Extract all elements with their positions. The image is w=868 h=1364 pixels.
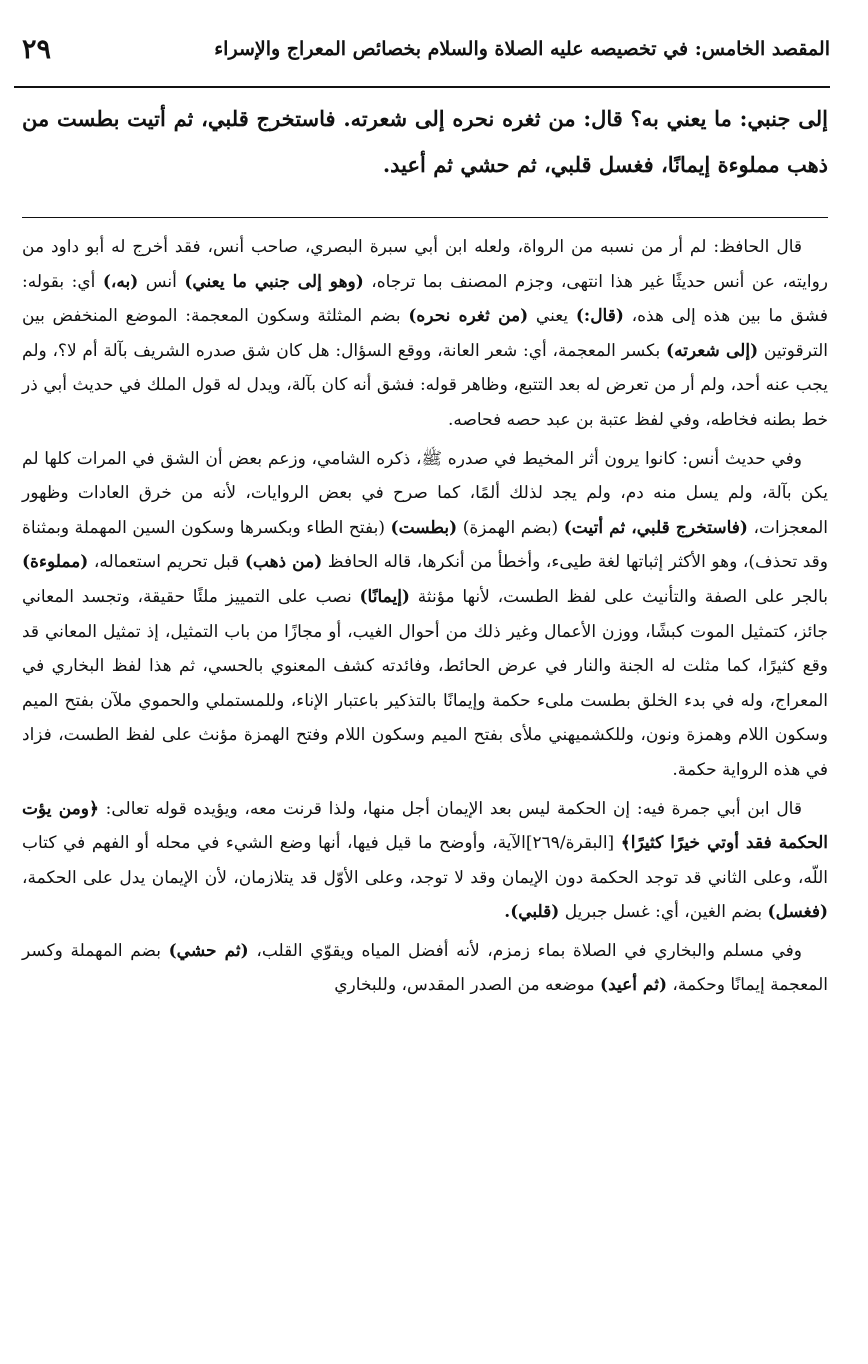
- commentary-text: [البقرة/٢٦٩]الآية، وأوضح ما قيل فيها، أنها وضع الشيء في محله أو الفهم في كتاب اللّه، وعلى الثاني قد توجد الحكمة دون الإيمان وقد لا توجد، وعلى الأوّل قد يتلازمان، لأن الإيمان يدل على الحكمة،: [22, 833, 828, 888]
- commentary-text: بالجر على الصفة والتأنيث على لفظ الطست، لأنها مؤنثة: [409, 586, 828, 607]
- commentary-text: نصب على التمييز ملئًا حقيقة، وتجسد المعاني جائز، كتمثيل الموت كبشًا، ووزن الأعمال وغير ذلك من أحوال الغيب، أو مجازًا من باب التمثيل، إذ تمثيل المعاني قد وقع كثيرًا، كما مثلت له الجنة والنار في عرض الحائط، وفائدته كشف المعنوي بالحسي، ثم هذا لفظ البخاري في المعراج، وله في بدء الخلق بطست ملىء حكمة وإيمانًا بالتذكير باعتبار الإناء، وللمستملي والحموي ملآن بفتح الميم وسكون اللام وهمزة ونون، وللكشميهني ملأى بفتح الميم وسكون اللام وفتح الهمزة مؤنث على لفظ الطست، فزاد في هذه الرواية حكمة.: [22, 586, 828, 780]
- main-text-block: [22, 96, 828, 188]
- commentary-paragraph: [22, 934, 828, 1003]
- commentary-text: يعني: [528, 306, 576, 327]
- bold-quote: (قال:): [575, 306, 624, 327]
- bold-quote: (به،): [102, 271, 139, 292]
- commentary-block: [22, 230, 828, 1007]
- bold-quote: (ثم أعيد): [600, 975, 668, 996]
- commentary-text: قبل تحريم استعماله،: [88, 552, 245, 573]
- commentary-separator: [22, 217, 828, 218]
- bold-quote: (وهو إلى جنبي ما يعني): [184, 271, 364, 292]
- commentary-text: (بفتح الطاء وبكسرها وسكون السين المهملة وبمثناة وقد تحذف)، وهو الأكثر إثباتها لغة طيىء، وأخطأ من أنكرها، قاله الحافظ: [22, 517, 829, 573]
- bold-quote: (فاستخرج قلبي، ثم أتيت): [563, 517, 748, 538]
- commentary-text: بضم المثلثة وسكون المعجمة: الموضع المنخفض بين الترقوتين: [22, 306, 828, 361]
- bold-quote: (مملوءة): [22, 552, 89, 573]
- commentary-text: موضعه من الصدر المقدس، وللبخاري: [334, 975, 601, 996]
- commentary-text: بكسر المعجمة، أي: شعر العانة، ووقع السؤال: هل كان شق صدره الشريف بآلة أم لا؟، ولم يجب عنه أحد، ولم أر من تعرض له بعد التتبع، وظاهر قوله: فشق أنه كان بآلة، ويدل له قول الملك في حديث أبي ذر خط بطنه فخاطه، وفي لفظ عتبة بن عبد حصه فحاصه.: [22, 340, 828, 430]
- bold-quote: (إيمانًا): [359, 586, 410, 607]
- bold-quote: (قلبي).: [504, 902, 560, 923]
- commentary-text: بضم الغين، أي: غسل جبريل: [559, 902, 768, 923]
- commentary-text: أنس: [138, 271, 185, 292]
- commentary-text: بضم المهملة وكسر المعجمة إيمانًا وحكمة،: [22, 940, 828, 996]
- bold-quote: (بطست): [390, 517, 458, 538]
- bold-quote: (إلى شعرته): [666, 340, 759, 361]
- header-rule: [14, 86, 830, 88]
- page-header: [14, 34, 830, 78]
- bold-quote: (فغسل): [767, 902, 828, 923]
- commentary-paragraph: [22, 442, 828, 788]
- main-text: إلى جنبي: ما يعني به؟ قال: من ثغره نحره إلى شعرته. فاستخرج قلبي، ثم أتيت بطست من ذهب مملوءة إيمانًا، فغسل قلبي، ثم حشي ثم أعيد.: [22, 106, 828, 177]
- commentary-paragraph: [22, 792, 828, 930]
- commentary-text: (بضم الهمزة): [457, 517, 564, 538]
- commentary-text: قال ابن أبي جمرة فيه: إن الحكمة ليس بعد الإيمان أجل منها، ولذا قرنت معه، ويؤيده قوله تعالى:: [98, 798, 802, 819]
- commentary-text: وفي مسلم والبخاري في الصلاة بماء زمزم، لأنه أفضل المياه ويقوّي القلب،: [248, 940, 802, 961]
- commentary-paragraph: [22, 230, 828, 438]
- bold-quote: ﴿ومن يؤت الحكمة فقد أوتي خيرًا كثيرًا﴾: [22, 798, 828, 854]
- running-title: المقصد الخامس: في تخصيصه عليه الصلاة والسلام بخصائص المعراج والإسراء: [214, 38, 830, 60]
- bold-quote: (من ثغره نحره): [408, 306, 529, 327]
- bold-quote: (ثم حشي): [168, 940, 249, 961]
- bold-quote: (من ذهب): [244, 552, 323, 573]
- commentary-text: أي: بقوله: فشق ما بين هذه إلى هذه،: [22, 271, 828, 327]
- commentary-text: قال الحافظ: لم أر من نسبه من الرواة، ولعله ابن أبي سبرة البصري، صاحب أنس، فقد أخرج له أبو داود من روايته، عن أنس حديثًا غير هذا انتهى، وجزم المصنف بما ترجاه،: [22, 237, 829, 292]
- page-number: ٢٩: [22, 34, 52, 65]
- commentary-text: وفي حديث أنس: كانوا يرون أثر المخيط في صدره ﷺ، ذكره الشامي، وزعم بعض أن الشق في المرات كلها لم يكن بآلة، ولم يسل منه دم، ولم يجد لذلك ألمًا، كما صرح في بعض الروايات، لأنه من خرق العادات وظهور المعجزات،: [22, 448, 828, 538]
